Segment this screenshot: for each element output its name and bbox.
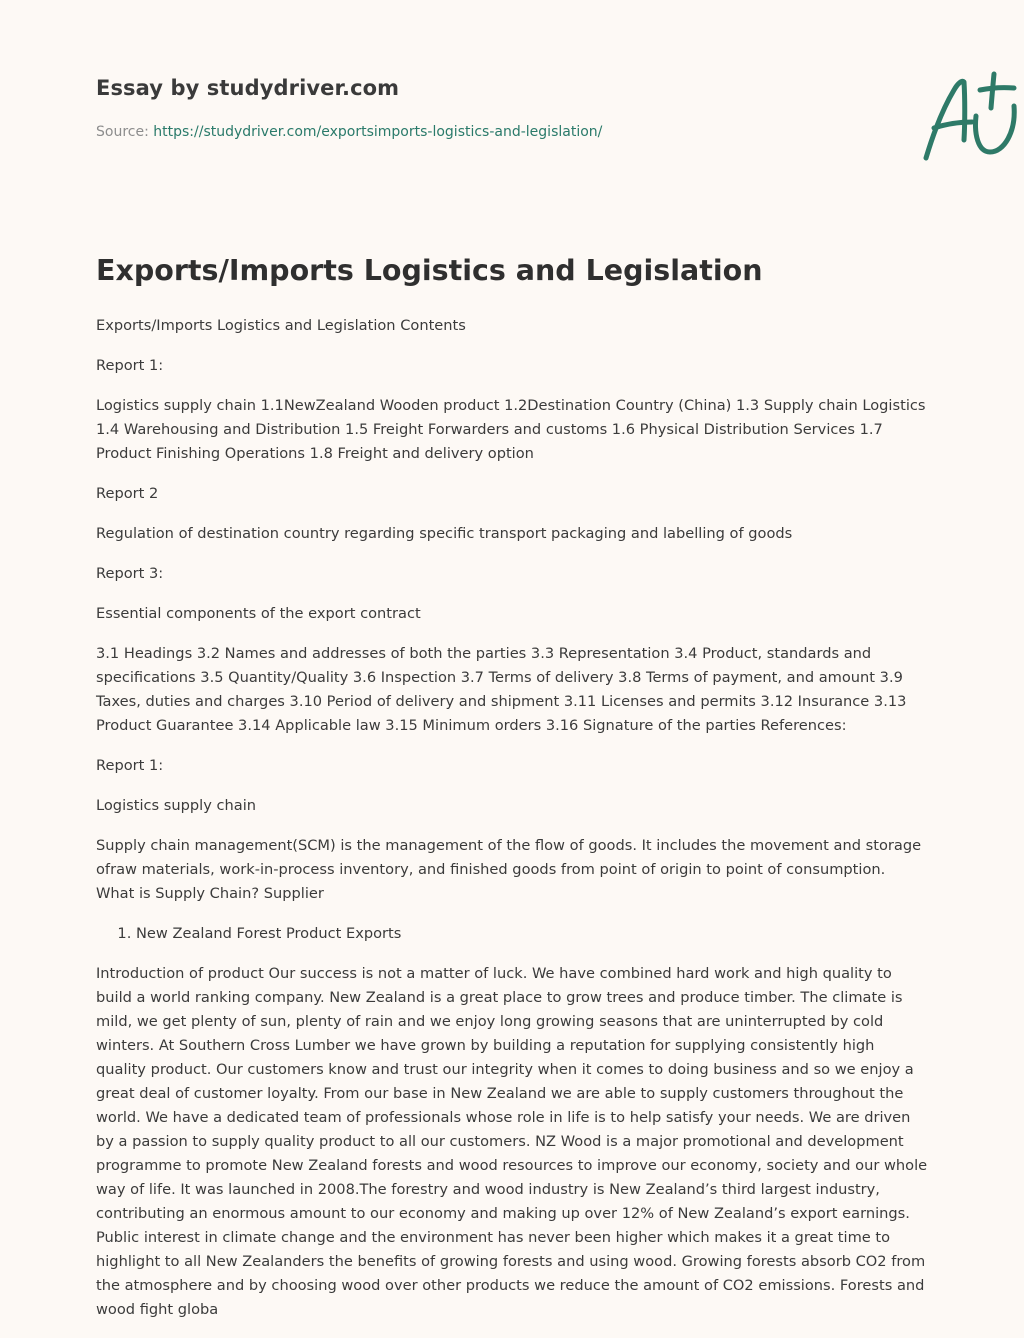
site-title: Essay by studydriver.com [96,76,400,100]
report1-heading: Report 1: [96,357,164,374]
a-plus-logo-icon [918,68,1024,164]
numbered-list [96,922,928,946]
report1-contents: Logistics supply chain 1.1NewZealand Wooden product 1.2Destination Country (China) 1.3 Supply chain Logistics 1.4 Warehousing and Distribution 1.5 Freight Forwarders and customs 1.6 Physical Distribution Services 1.7 Product Finishing Operations 1.8 Freight and delivery option [96,397,926,462]
source-label: Source: [96,124,149,140]
essay-title: Exports/Imports Logistics and Legislation [96,254,763,287]
report3-heading: Report 3: [96,565,164,582]
intro-paragraph: Introduction of product Our success is not a matter of luck. We have combined hard work and high quality to build a world ranking company. New Zealand is a great place to grow trees and produce timber. The climate is mild, we get plenty of sun, plenty of rain and we enjoy long growing seasons that are uninterrupted by cold winters. At Southern Cross Lumber we have grown by building a reputation for supplying consistently high quality product. Our customers know and trust our integrity when it comes to doing business and so we enjoy a great deal of customer loyalty. From our base in New Zealand we are able to supply customers throughout the world. We have a dedicated team of professionals whose role in life is to help satisfy your needs. We are driven by a passion to supply quality product to all our customers. NZ Wood is a major promotional and development programme to promote New Zealand forests and wood resources to improve our economy, society and our whole way of life. It was launched in 2008.The forestry and wood industry is New Zealand’s third largest industry, contributing an enormous amount to our economy and making up over 12% of New Zealand’s export earnings. Public interest in climate change and the environment has never been higher which makes it a great time to highlight to all New Zealanders the benefits of growing forests and using wood. Growing forests absorb CO2 from the atmosphere and by choosing wood over other products we reduce the amount of CO2 emissions. Forests and wood fight globa [96,965,928,1318]
supply-chain-paragraph: Supply chain management(SCM) is the management of the flow of goods. It includes the movement and storage ofraw materials, work-in-process inventory, and finished goods from point of origin to point of consumption. What is Supply Chain? Supplier [96,837,922,902]
report3-subheading: Essential components of the export contract [96,605,421,622]
essay-content [96,314,928,1338]
body-report1-subheading: Logistics supply chain [96,797,256,814]
contents-heading: Exports/Imports Logistics and Legislation Contents [96,317,466,334]
source-line [96,124,602,140]
report3-contents: 3.1 Headings 3.2 Names and addresses of both the parties 3.3 Representation 3.4 Product, standards and specifications 3.5 Quantity/Quality 3.6 Inspection 3.7 Terms of delivery 3.8 Terms of payment, and amount 3.9 Taxes, duties and charges 3.10 Period of delivery and shipment 3.11 Licenses and permits 3.12 Insurance 3.13 Product Guarantee 3.14 Applicable law 3.15 Minimum orders 3.16 Signature of the parties References: [96,645,907,734]
list-item: 1. New Zealand Forest Product Exports [136,922,928,946]
report2-heading: Report 2 [96,485,159,502]
body-report1-heading: Report 1: [96,757,164,774]
report2-contents: Regulation of destination country regarding specific transport packaging and labelling of goods [96,525,793,542]
source-link[interactable]: https://studydriver.com/exportsimports-logistics-and-legislation/ [153,124,603,140]
